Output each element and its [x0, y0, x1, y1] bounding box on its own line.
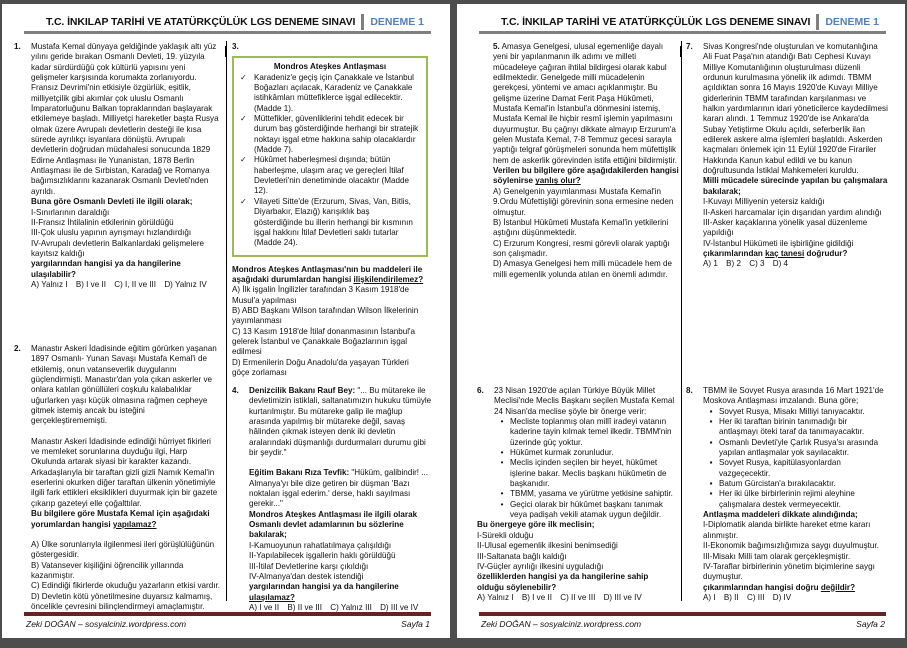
footer-author: Zeki DOĞAN – sosyalciniz.wordpress.com: [481, 619, 642, 629]
page-1: [2, 4, 450, 638]
page-header: [46, 14, 430, 30]
treaty-box: Mondros Ateşkes Antlaşması ✓ Karadeniz'e geçiş için Çanakkale ve İstanbul Boğazları açılacak, Karadeniz ve Çanakkale istihkâmları müttefiklerce işgal edilecektir. (Madde 1). ✓ Müttefikler, güvenliklerini tehdit edecek bir durum baş gösterdiğinde herhangi bir stratejik noktayı işgal etme hakkına sahip olacaklardır (Madde 7). ✓ Hükûmet haberleşmesi dışında; bütün haberleşme, ulaşım araç ve gereçleri İtilaf Devletleri'nin denetiminde olacaktır (Madde 12). ✓ Vilayeti Sitte'de (Erzurum, Sivas, Van, Bitlis, Diyarbakır, Elazığ) karışıklık baş gösterdiğinde bu illerin herhangi bir kısmının işgal hakkını İtilaf Devletleri saklı tutarlar (Madde 24).: [232, 56, 428, 256]
page-header: [501, 14, 885, 30]
question-number: 8.: [686, 386, 693, 395]
quote-2: Eğitim Bakanı Rıza Tevfik: "Hüküm, galibindir! ... Almanya'yı bile dize getiren bir düşman 'Bazı noktaları işgal ederim.' derse, haklı sayılması gerekir...": [249, 468, 429, 509]
bullet-dot-icon: •: [500, 499, 504, 509]
footer-rule: [24, 612, 431, 616]
question-stem: Bu bilgilere göre Mustafa Kemal için aşağıdaki yorumlardan hangisi yapılamaz?: [31, 509, 210, 529]
question-number: 6.: [477, 386, 484, 395]
question-prompt: Milli mücadele sürecinde yapılan bu çalışmalara bakılarak;: [703, 176, 888, 196]
option-a[interactable]: A) İlk işgalin İngilizler tarafından 3 Kasım 1918'de Musul'a yapılması: [232, 285, 410, 305]
box-title: Mondros Ateşkes Antlaşması: [273, 62, 387, 72]
option-d[interactable]: D) Devletin kötü yönetilmesine duyarsız kalmamış, öncelikle çevresini bilinçlendirmeyi amaçlamıştır.: [31, 591, 213, 611]
question-3: [232, 42, 428, 378]
option-a[interactable]: A) Yalnız I: [31, 279, 68, 289]
question-number: 3.: [232, 42, 239, 51]
question-text: Manastır Askeri İdadisinde edindiği hürriyet fikirleri ve memleket sorunlarına duyduğu ilgi, Harp Okulunda artarak siyasi bir karakter kazandı. Arkadaşlarıyla bir taraftan gizli gizli Namık Kemal'in eserlerini okurken diğer taraftan ülkenin yönetimiyle ilgili fark ettikleri eksiklikleri duyurmak için bir gazete çıkarıp gazeteyi elle çoğalttılar.: [31, 436, 218, 508]
option-c[interactable]: C) Edindiği fikirlerde okuduğu yazarların etkisi vardır.: [31, 581, 220, 591]
check-icon: ✓: [240, 72, 247, 82]
text-cursor: [680, 46, 681, 57]
exam-title: T.C. İNKILAP TARİHİ VE ATATÜRKÇÜLÜK LGS DENEME SINAVI: [45, 16, 356, 28]
page-2: [457, 4, 905, 638]
option-d[interactable]: D) III ve IV: [380, 602, 419, 612]
option-b[interactable]: B) I ve II: [75, 279, 106, 289]
question-4: [232, 386, 432, 613]
statement: II-Fransız İhtilalinin etkilerinin görüldüğü: [31, 217, 174, 227]
exam-title: T.C. İNKILAP TARİHİ VE ATATÜRKÇÜLÜK LGS DENEME SINAVI: [500, 16, 811, 28]
statement: III-Saltanata bağlı kaldığı: [477, 551, 567, 561]
option-c[interactable]: C) I, II ve III: [114, 279, 157, 289]
option-b[interactable]: B) ABD Başkanı Wilson tarafından Wilson İlkelerinin yayımlanması: [232, 305, 419, 326]
question-stem: yargılarından hangisi ya da hangilerine ulaşılabilir?: [31, 259, 181, 279]
option-d[interactable]: D) III ve IV: [603, 592, 642, 602]
question-prompt: Mondros Ateşkes Antlaşması ile ilgili olarak Osmanlı devlet adamlarının bu sözlerine bakılarak;: [249, 509, 418, 540]
question-text: TBMM ile Sovyet Rusya arasında 16 Mart 1921'de Moskova Antlaşması imzalandı. Buna göre;: [703, 386, 884, 406]
option-d[interactable]: D) Yalnız IV: [164, 279, 207, 289]
statement: I-Sınırlarının daraldığı: [31, 207, 110, 217]
option-b[interactable]: B) İstanbul Hükûmeti Mustafa Kemal'in yetkilerini aştığını düşünmektedir.: [493, 217, 669, 238]
option-d[interactable]: D) Ermenilerin Doğu Anadolu'da yaşayan Türkleri göçe zorlaması: [232, 357, 409, 377]
question-7: [686, 42, 888, 270]
statement: IV-Avrupalı devletlerin Balkanlardaki gelişmelere kayıtsız kaldığı: [31, 238, 205, 258]
question-number: 5.: [493, 42, 500, 51]
question-stem: Verilen bu bilgilere göre aşağıdakilerden hangisi söylenirse yanlış olur?: [493, 166, 679, 186]
statement: IV-Almanya'dan destek istendiği: [249, 571, 364, 581]
footer-author: Zeki DOĞAN – sosyalciniz.wordpress.com: [26, 619, 187, 629]
statement: I-Diplomatik alanda birlikte hareket etme kararı alınmıştır.: [703, 520, 871, 540]
statement: I-Sürekli olduğu: [477, 530, 534, 540]
statement: IV-İstanbul Hükümeti ile işbirliğine gidildiği: [703, 238, 854, 248]
question-prompt: Bu önergeye göre ilk meclisin;: [477, 520, 595, 530]
option-d[interactable]: D) Amasya Genelgesi hem milli mücadele hem de milli egemenlik yolunda atılan en önemli adımdır.: [493, 259, 673, 279]
question-text: Sivas Kongresi'nde oluşturulan ve komutanlığına Ali Fuat Paşa'nın atandığı Batı Cephesi Kuvayı Milliye Komutanlığının oluşturulması düzenli ordunun kurulmasına yönelik ilk adımdı. TBMM açıldıktan sonra 16 Mayıs 1920'de Kuvayı Milliye giderlerinin TBMM tarafından karşılanması ve halkın yardımlarının idari yöneticilerce kaydedilmesi kararı alındı. 1 Temmuz 1920'de ise Ankara'da Subay Yetiştirme Okulu açıldı, seferberlik ilan edilerek askere alma işlemleri başlatıldı. Askerden kaçmaları önlemek için 11 Eylül 1920'de Firariler Hakkında Kanun kabul edildi ve bu kanun doğrultusunda İstiklal Mahkemeleri kuruldu.: [703, 42, 888, 176]
emphasis: yapılamaz?: [112, 519, 157, 529]
option-d[interactable]: D) 4: [772, 259, 789, 269]
statement: II-Ekonomik bağımsızlığımıza saygı duyulmuştur.: [703, 541, 879, 551]
statement: III-İtilaf Devletlerine karşı çıkıldığı: [249, 561, 369, 571]
option-d[interactable]: D) IV: [772, 592, 792, 602]
check-icon: ✓: [240, 196, 247, 206]
emphasis: ilişkilendirilemez?: [353, 274, 424, 284]
question-text: Mustafa Kemal dünyaya geldiğinde yaklaşık altı yüz yılını geride bırakan Osmanlı Devleti, 19. yüzyıla kadar sürdürdüğü çok kültürlü yapısını yeni gelişmeler karşısında korumakta zorlanıyordu. Fransız Devrimi'nin etkisiyle özgürlük, eşitlik, milliyetçilik gibi akımlar çok uluslu Osmanlı İmparatorluğunu Balkan topraklarından başlayarak etkilemeye başladı. Milliyetçi hareketler başta Rusya olmak üzere Avrupalı devletlerin desteği ile kısa sürede ayrılıkçı isyanlara dönüştü. Avrupalı devletlerin doğrudan müdahalesi sonucunda 1829 Edirne Antlaşması ile Yunanistan, 1878 Berlin Antlaşması ile de Sırbistan, Karadağ ve Romanya bağımsızlıklarını kazanarak Osmanlı Devleti'nden ayrıldı.: [31, 42, 219, 196]
question-prompt: Antlaşma maddeleri dikkate alındığında;: [703, 510, 858, 520]
column-divider: [681, 41, 682, 601]
check-icon: ✓: [240, 114, 247, 124]
statement: II-Ulusal egemenlik ilkesini benimsediği: [477, 541, 618, 551]
bullet-dot-icon: •: [500, 458, 504, 468]
header-rule: [479, 31, 886, 34]
page-number: Sayfa 2: [856, 619, 885, 629]
question-5: [493, 42, 679, 280]
column-divider: [226, 41, 227, 601]
question-number: 1.: [14, 42, 21, 51]
question-stem: çıkarımlarından kaç tanesi doğrudur?: [703, 248, 848, 258]
question-1: [14, 42, 221, 290]
question-8: 8. TBMM ile Sovyet Rusya arasında 16 Mart 1921'de Moskova Antlaşması imzalandı. Buna göre; ▪ Sovyet Rusya, Misakı Milliyi tanıyacaktır. ▪ Her iki taraftan birinin tanımadığı bir antlaşmayı öteki taraf da tanımayacaktır. ▪ Osmanlı Devleti'yle Çarlık Rusya'sı arasında yapılan antlaşmalar yok sayılacaktır. ▪ Sovyet Rusya, kapitülasyonlardan vazgeçecektir. ▪ Batum Gürcistan'a bırakılacaktır. ▪ Her iki ülke birbirlerinin rejimi aleyhine çalışmalara destek vermeyecektir. Antlaşma maddeleri dikkate alındığında; I-Diplomatik alanda birlikte hareket etme kararı alınmıştır. II-Ekonomik bağımsızlığımıza saygı duyulmuştur. III-Misakı Milli tam olarak gerçekleşmiştir. IV-Taraflar birbirlerinin yönetim biçimlerine saygı duymuştur. çıkarımlarından hangisi doğru değildir? A) I B) II C) III D) IV: [686, 386, 888, 603]
header-rule: [24, 31, 431, 34]
answer-options: [703, 259, 888, 269]
question-text: Amasya Genelgesi, ulusal egemenliğe dayalı yeni bir yapılanmanın ilk adımı ve milleti mücadeleye çağıran ihtilal bildirgesi olarak kabul edilmektedir. Genelgede milli mücadelenin gerekçesi, yöntemi ve amacı açıklanmıştır. Bu gelişme üzerine Damat Ferit Paşa Hükûmeti, Mustafa Kemal'in İstanbul'a dönmesini istemiş, Mustafa Kemal ile hiçbir resmî işlemin yapılmasını duyurmuştur. Bu çağrıyı dikkate almayıp Erzurum'a gelen Mustafa Kemal, 7-8 Temmuz gecesi sarayla yaptığı telgraf görüşmeleri sonunda hem müfettişlik hem de askerlik görevinden istifa ettiğini bildirmiştir.: [493, 42, 677, 165]
emphasis: yanlış olur?: [535, 176, 581, 186]
question-prompt: Buna göre Osmanlı Devleti ile ilgili olarak;: [31, 197, 193, 207]
statement: IV-Güçler ayrılığı ilkesini uyguladığı: [477, 561, 604, 571]
option-c[interactable]: C) III: [746, 592, 765, 602]
exam-tag: DENEME 1: [361, 14, 430, 30]
answer-options: [477, 593, 677, 603]
question-2: [14, 344, 221, 612]
bullet-dot-icon: •: [500, 448, 504, 458]
text-cursor: [225, 46, 226, 57]
statement: II-Yapılabilecek işgallerin haklı görüldüğü: [249, 551, 396, 561]
bullet-square-icon: ▪: [709, 479, 713, 489]
option-c[interactable]: C) 3: [749, 259, 765, 269]
option-c[interactable]: C) Yalnız III: [330, 602, 372, 612]
option-a[interactable]: A) Genelgenin yayımlanması Mustafa Kemal'in 9.Ordu Müfettişliği görevinin sona ermesine neden olmuştur.: [493, 186, 674, 217]
option-b[interactable]: B) 2: [726, 259, 741, 269]
question-number: 7.: [686, 42, 693, 51]
option-a[interactable]: A) I ve II: [249, 602, 280, 612]
question-text: 23 Nisan 1920'de açılan Türkiye Büyük Millet Meclisi'nde Meclis Başkanı seçilen Mustafa Kemal 24 Nisan'da meclise şöyle bir önerge verir:: [494, 386, 675, 416]
statement: IV-Taraflar birbirlerinin yönetim biçimlerine saygı duymuştur.: [703, 561, 875, 582]
statement: III-Çok uluslu yapının ayrışmayı hızlandırdığı: [31, 228, 192, 238]
statement: II-Askeri harcamalar için dışarıdan yardım alındığı: [703, 207, 882, 217]
bullet-dot-icon: •: [500, 489, 504, 499]
answer-options: [31, 280, 221, 290]
option-b[interactable]: B) Vatansever kişiliğini öğrencilik yıllarında kazanmıştır.: [31, 560, 184, 580]
quote-1: Denizcilik Bakanı Rauf Bey: "... Bu mütareke ile devletimizin istiklali, saltanatımızın hukuku tümüyle kurtarılmıştır. Bu mütareke galip ile mağlup arasında yapılmış bir mütareke değil, savaş hâlinden çıkmak isteyen denk iki devletin aralarındaki düşmanlığı durdurmaları durumu gibi bir şeydir.": [249, 386, 432, 458]
emphasis: kaç tanesi: [765, 248, 805, 258]
option-c[interactable]: C) 13 Kasım 1918'de İtilaf donanmasının İstanbul'a gelerek İstanbul ve Çanakkale Boğazlarının işgal edilmesi: [232, 326, 416, 357]
question-stem: çıkarımlarından hangisi doğru değildir?: [703, 582, 856, 592]
bullet-square-icon: ▪: [709, 458, 713, 468]
question-number: 4.: [232, 386, 239, 395]
question-stem: özelliklerden hangisi ya da hangilerine sahip olduğu söylenebilir?: [477, 572, 649, 592]
answer-options: [703, 593, 888, 603]
question-text: Manastır Askeri İdadisinde eğitim görürken yaşanan 1897 Osmanlı- Yunan Savaşı Mustafa Kemal'i de etkilemiş, onun vatanseverlik duygularını güçlendirmişti. Manastır'dan yola çıkan askerler ve onlara katılan gönüllüleri coşkulu kalabalıklar uğurlarken yaşı küçük olmasına rağmen cepheye gitmek istemiş ancak bu isteğini gerçekleştirememişti.: [31, 344, 217, 426]
option-c[interactable]: C) II ve III: [560, 592, 596, 602]
bullet-square-icon: ▪: [709, 406, 713, 416]
option-b[interactable]: B) I ve II: [521, 592, 552, 602]
emphasis: değildir?: [820, 582, 856, 592]
option-b[interactable]: B) II: [723, 592, 739, 602]
bullet-square-icon: ▪: [709, 417, 713, 427]
option-b[interactable]: B) II ve III: [287, 602, 323, 612]
bullet-square-icon: ▪: [709, 489, 713, 499]
question-stem: yargılarından hangisi ya da hangilerine ulaşılamaz?: [249, 582, 399, 602]
option-a[interactable]: A) Yalnız I: [477, 592, 514, 602]
option-a[interactable]: A) Ülke sorunlarıyla ilgilenmesi ileri görüşlülüğünün göstergesidir.: [31, 539, 215, 560]
page-number: Sayfa 1: [401, 619, 430, 629]
footer-rule: [479, 612, 886, 616]
option-a[interactable]: A) I: [703, 592, 716, 602]
statement: III-Misakı Milli tam olarak gerçekleşmiştir.: [703, 551, 851, 561]
statement: I-Kamuoyunun rahatlatılmaya çalışıldığı: [249, 540, 392, 550]
emphasis: ulaşılamaz?: [249, 592, 295, 602]
question-stem: Mondros Ateşkes Antlaşması'nın bu maddeleri ile aşağıdaki durumlardan hangisi ilişkilendirilemez?: [232, 264, 424, 284]
bullet-square-icon: ▪: [709, 437, 713, 447]
statement: III-Asker kaçaklarına yönelik yasal düzenleme yapıldığı: [703, 217, 868, 238]
question-number: 2.: [14, 344, 21, 353]
exam-tag: DENEME 1: [816, 14, 885, 30]
option-c[interactable]: C) Erzurum Kongresi, resmi görevli olarak yaptığı son çalışmadır.: [493, 238, 670, 258]
question-6: 6. 23 Nisan 1920'de açılan Türkiye Büyük Millet Meclisi'nde Meclis Başkanı seçilen Mustafa Kemal 24 Nisan'da meclise şöyle bir önerge verir: • Mecliste toplanmış olan millî iradeyi vatanın kaderine tayin kılmak temel ilkedir. TBMM'nin üzerinde güç yoktur. • Hükûmet kurmak zorunludur. • Meclis içinden seçilen bir heyet, hükûmet işlerine bakar. Meclis başkanı hükûmetin de başkanıdır. • TBMM, yasama ve yürütme yetkisine sahiptir. • Geçici olarak bir hükûmet başkanı tanımak veya padişah vekili atamak uygun değildir. Bu önergeye göre ilk meclisin; I-Sürekli olduğu II-Ulusal egemenlik ilkesini benimsediği III-Saltanata bağlı kaldığı IV-Güçler ayrılığı ilkesini uyguladığı özelliklerden hangisi ya da hangilerine sahip olduğu söylenebilir? A) Yalnız I B) I ve II C) II ve III D) III ve IV: [477, 386, 677, 603]
bullet-dot-icon: •: [500, 417, 504, 427]
statement: I-Kuvayı Milliyenin yetersiz kaldığı: [703, 197, 825, 207]
check-icon: ✓: [240, 155, 247, 165]
option-a[interactable]: A) 1: [703, 259, 718, 269]
